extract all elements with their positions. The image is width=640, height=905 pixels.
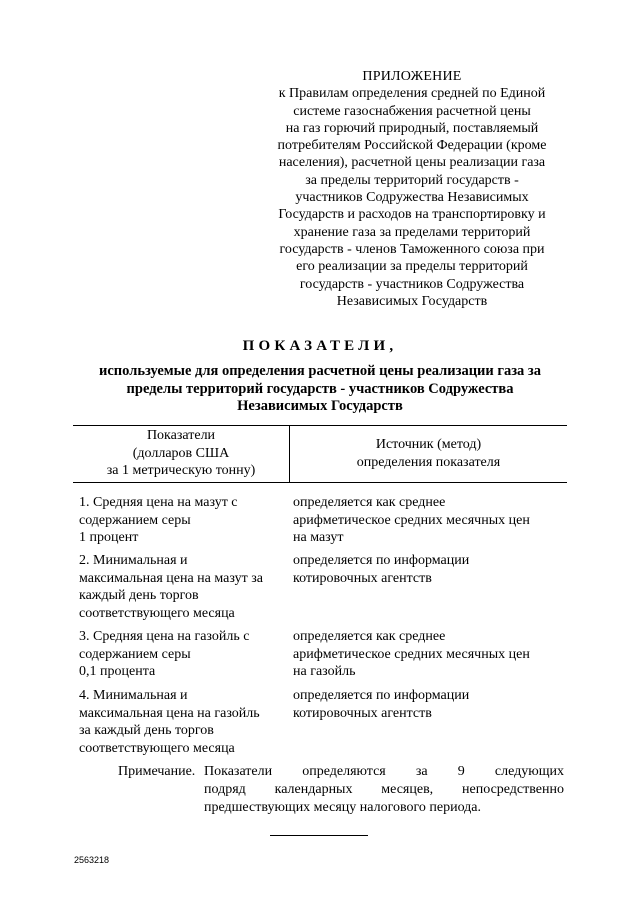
- cell-line: 2. Минимальная и: [79, 553, 188, 568]
- table-row-2-indicator: [79, 552, 289, 622]
- appendix-line: системе газоснабжения расчетной цены: [293, 103, 531, 119]
- cell-line: 0,1 процента: [79, 664, 156, 680]
- appendix-title: ПРИЛОЖЕНИЕ: [362, 69, 462, 84]
- cell-line: 1 процент: [79, 530, 139, 546]
- appendix-line: хранение газа за пределами территорий: [293, 224, 531, 240]
- cell-line: котировочных агентств: [293, 705, 432, 721]
- subtitle-line: пределы территорий государств - участников Содружества: [126, 380, 514, 397]
- footnote-line: предшествующих месяцу налогового периода.: [204, 800, 481, 815]
- document-subtitle: [60, 363, 580, 416]
- cell-line: максимальная цена на газойль: [79, 705, 260, 721]
- appendix-line: государств - членов Таможенного союза при: [279, 241, 545, 257]
- appendix-line: Государств и расходов на транспортировку и: [278, 207, 546, 223]
- table-row-4-indicator: [79, 687, 289, 757]
- cell-line: соответствующего месяца: [79, 605, 235, 621]
- cell-line: за каждый день торгов: [79, 723, 214, 739]
- table-row-4-source: [293, 687, 567, 722]
- cell-line: содержанием серы: [79, 646, 191, 662]
- appendix-line: на газ горючий природный, поставляемый: [285, 120, 539, 136]
- header-line: (долларов США: [132, 445, 230, 461]
- appendix-line: государств - участников Содружества: [299, 276, 525, 292]
- cell-line: котировочных агентств: [293, 570, 432, 586]
- end-separator-rule: [270, 835, 368, 836]
- appendix-line: его реализации за пределы территорий: [296, 259, 528, 275]
- appendix-block: [262, 68, 562, 310]
- cell-line: определяется по информации: [293, 688, 470, 703]
- table-header-indicators: [73, 427, 289, 480]
- document-code: 2563218: [74, 855, 110, 865]
- subtitle-line: используемые для определения расчетной цены реализации газа за: [98, 363, 542, 379]
- header-line: за 1 метрическую тонну): [106, 463, 256, 478]
- header-line: определения показателя: [356, 454, 501, 470]
- cell-line: определяется по информации: [293, 553, 470, 568]
- table-header-bottom-border: [73, 482, 567, 483]
- footnote-body: [204, 763, 564, 817]
- table-row-1-source: [293, 494, 567, 547]
- cell-line: 1. Средняя цена на мазут с: [79, 495, 238, 510]
- table-row-2-source: [293, 552, 567, 587]
- document-title: ПОКАЗАТЕЛИ,: [242, 338, 398, 354]
- footnote-line: подряд календарных месяцев, непосредственно: [204, 782, 564, 797]
- header-line: Показатели: [146, 428, 216, 443]
- cell-line: содержанием серы: [79, 512, 191, 528]
- appendix-line: за пределы территорий государств -: [305, 172, 519, 188]
- appendix-line: к Правилам определения средней по Единой: [278, 86, 546, 102]
- cell-line: определяется как среднее: [293, 629, 446, 644]
- table-header-source: [290, 436, 567, 471]
- cell-line: определяется как среднее: [293, 495, 446, 510]
- table-top-border: [73, 425, 567, 426]
- appendix-line: населения), расчетной цены реализации газа: [278, 155, 546, 171]
- cell-line: 3. Средняя цена на газойль с: [79, 629, 250, 644]
- footnote-label: Примечание.: [118, 764, 196, 779]
- cell-line: на газойль: [293, 664, 356, 680]
- appendix-line: участников Содружества Независимых: [295, 190, 529, 206]
- cell-line: 4. Минимальная и: [79, 688, 188, 703]
- table-row-3-indicator: [79, 628, 289, 681]
- table-row-1-indicator: [79, 494, 289, 547]
- cell-line: арифметическое средних месячных цен: [293, 512, 530, 528]
- footnote-line: Показатели определяются за 9 следующих: [204, 764, 564, 779]
- header-line: Источник (метод): [375, 437, 482, 452]
- subtitle-line: Независимых Государств: [237, 398, 403, 414]
- cell-line: соответствующего месяца: [79, 740, 235, 756]
- cell-line: на мазут: [293, 530, 344, 546]
- cell-line: каждый день торгов: [79, 588, 199, 604]
- appendix-line: потребителям Российской Федерации (кроме: [277, 138, 547, 154]
- cell-line: арифметическое средних месячных цен: [293, 646, 530, 662]
- cell-line: максимальная цена на мазут за: [79, 570, 263, 586]
- appendix-line: Независимых Государств: [336, 293, 488, 309]
- table-row-3-source: [293, 628, 567, 681]
